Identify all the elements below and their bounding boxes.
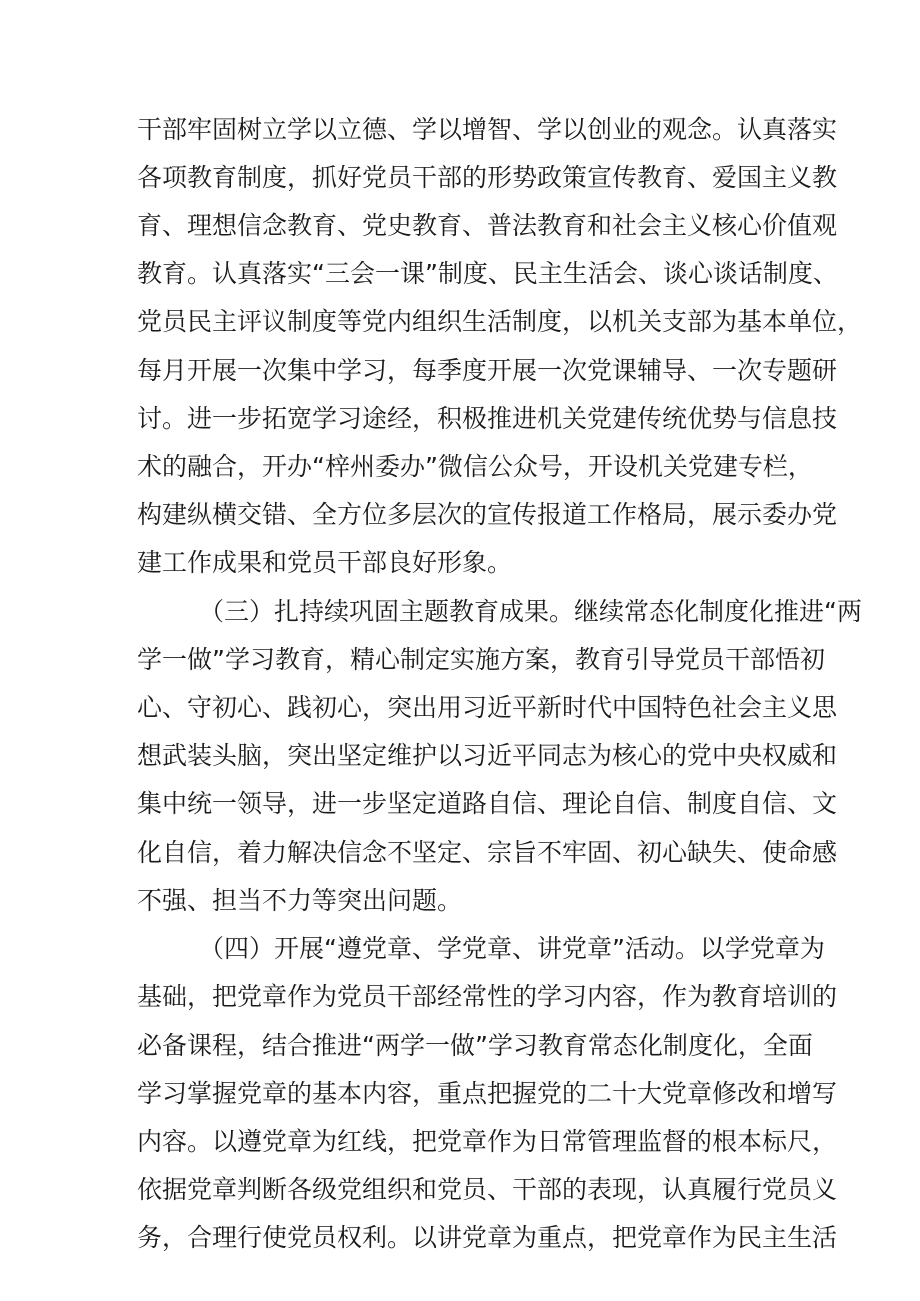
text-line: 不强、担当不力等突出问题。 bbox=[137, 886, 463, 915]
text-line: 教育。认真落实“三会一课”制度、民主生活会、谈心谈话制度、 bbox=[137, 259, 838, 288]
paragraph-heading-line: （四）开展“遵党章、学党章、讲党章”活动。以学党章为 bbox=[199, 934, 825, 963]
paragraph-heading-line: （三）扎持续巩固主题教育成果。继续常态化制度化推进“两 bbox=[199, 597, 862, 626]
text-line: 术的融合，开办“梓州委办”微信公众号，开设机关党建专栏， bbox=[137, 452, 813, 481]
text-line: 化自信，着力解决信念不坚定、宗旨不牢固、初心缺失、使命感 bbox=[137, 838, 838, 867]
text-line: 心、守初心、践初心，突出用习近平新时代中国特色社会主义思 bbox=[137, 693, 838, 722]
text-line: 集中统一领导，进一步坚定道路自信、理论自信、制度自信、文 bbox=[137, 789, 838, 818]
text-line: 务，合理行使党员权利。以讲党章为重点，把党章作为民主生活 bbox=[137, 1223, 838, 1252]
text-line: 每月开展一次集中学习，每季度开展一次党课辅导、一次专题研 bbox=[137, 356, 838, 385]
text-line: 各项教育制度，抓好党员干部的形势政策宣传教育、爱国主义教 bbox=[137, 163, 838, 192]
text-line: 基础，把党章作为党员干部经常性的学习内容，作为教育培训的 bbox=[137, 982, 838, 1011]
text-line: 构建纵横交错、全方位多层次的宣传报道工作格局，展示委办党 bbox=[137, 500, 838, 529]
text-line: 育、理想信念教育、党史教育、普法教育和社会主义核心价值观 bbox=[137, 211, 838, 240]
text-line: 必备课程，结合推进“两学一做”学习教育常态化制度化，全面 bbox=[137, 1031, 813, 1060]
text-line: 讨。进一步拓宽学习途经，积极推进机关党建传统优势与信息技 bbox=[137, 404, 838, 433]
text-line: 内容。以遵党章为红线，把党章作为日常管理监督的根本标尺， bbox=[137, 1127, 838, 1156]
text-line: 学一做”学习教育，精心制定实施方案，教育引导党员干部悟初 bbox=[137, 645, 825, 674]
text-line: 依据党章判断各级党组织和党员、干部的表现，认真履行党员义 bbox=[137, 1175, 838, 1204]
text-line: 干部牢固树立学以立德、学以增智、学以创业的观念。认真落实 bbox=[137, 115, 838, 144]
text-line: 党员民主评议制度等党内组织生活制度，以机关支部为基本单位， bbox=[137, 307, 863, 336]
text-line: 想武装头脑，突出坚定维护以习近平同志为核心的党中央权威和 bbox=[137, 741, 838, 770]
text-line: 建工作成果和党员干部良好形象。 bbox=[137, 548, 513, 577]
text-line: 学习掌握党章的基本内容，重点把握党的二十大党章修改和增写 bbox=[137, 1079, 838, 1108]
